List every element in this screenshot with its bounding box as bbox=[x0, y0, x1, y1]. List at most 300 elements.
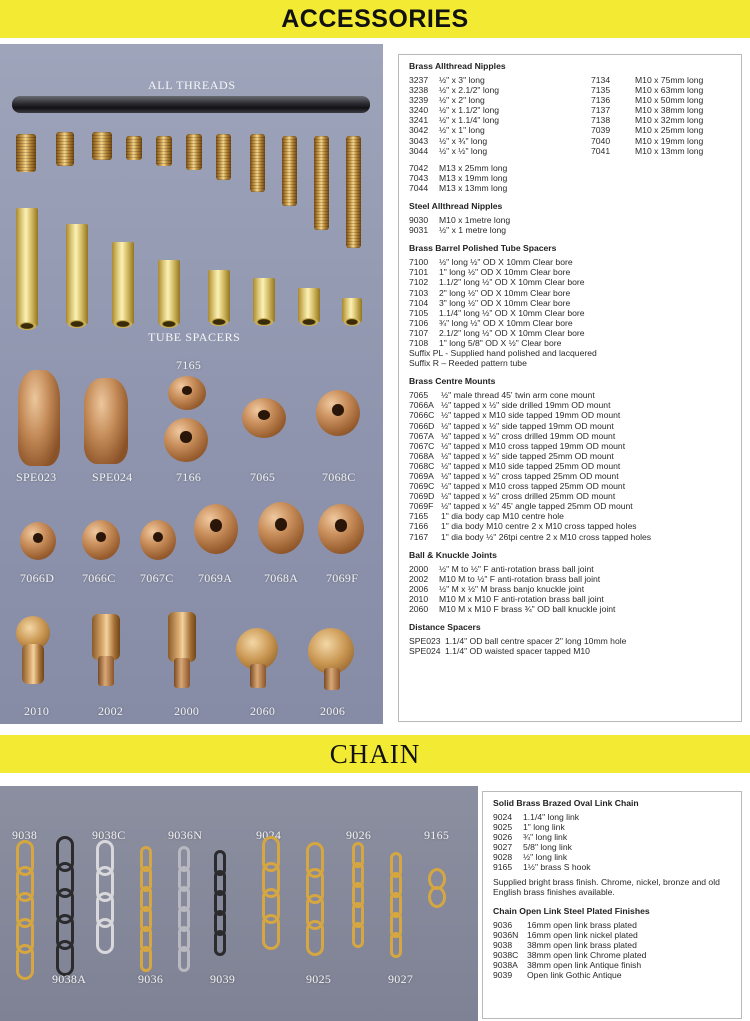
allthread-rod bbox=[12, 96, 370, 113]
spec-row bbox=[409, 163, 733, 173]
item-description: 38mm open link Chrome plated bbox=[527, 949, 647, 960]
item-code: 9038A bbox=[493, 959, 518, 970]
spec-row bbox=[409, 594, 733, 604]
item-code: 9165 bbox=[493, 862, 513, 873]
item-description: ½" x 1" long bbox=[439, 125, 485, 136]
oval-link-list bbox=[493, 812, 733, 873]
item-code: 2000 bbox=[409, 563, 429, 574]
centre-mounts-list bbox=[409, 390, 733, 541]
item-description: ½" M x ½" M brass banjo knuckle joint bbox=[439, 583, 585, 594]
item-description: ½" tapped x ½" side drilled 19mm OD mount bbox=[441, 400, 611, 411]
tube-spacer bbox=[253, 278, 275, 322]
tube-spacer bbox=[16, 208, 38, 326]
accessories-spec-panel bbox=[398, 54, 742, 722]
spec-row bbox=[409, 421, 733, 431]
spec-row bbox=[493, 822, 733, 832]
chain-9038a bbox=[56, 846, 74, 976]
allthread-nipple bbox=[186, 134, 202, 170]
label-9025: 9025 bbox=[306, 972, 332, 986]
allthread-nipple bbox=[216, 134, 231, 180]
item-code: 3240 bbox=[409, 105, 429, 116]
item-description: 38mm open link Antique finish bbox=[527, 959, 642, 970]
label-9038c: 9038C bbox=[92, 828, 126, 842]
item-description: M10 x 13mm long bbox=[635, 145, 704, 156]
chain-9024 bbox=[262, 846, 280, 950]
item-description: ½" x 1.1/4" long bbox=[439, 115, 500, 126]
item-description: ½" male thread 45' twin arm cone mount bbox=[441, 390, 595, 401]
item-code: 9026 bbox=[493, 832, 513, 843]
label-7165: 7165 bbox=[176, 358, 202, 372]
spec-row bbox=[493, 930, 733, 940]
item-code: 7067C bbox=[409, 440, 435, 451]
item-code: 9039 bbox=[493, 970, 513, 981]
item-description: ½" x ¾" long bbox=[439, 135, 488, 146]
spec-row bbox=[591, 95, 731, 105]
spec-row bbox=[409, 646, 733, 656]
chain-spec-panel bbox=[482, 791, 742, 1019]
item-code: 3237 bbox=[409, 75, 429, 85]
mount-hole bbox=[153, 532, 163, 542]
spec-row bbox=[409, 574, 733, 584]
label-2002: 2002 bbox=[98, 704, 124, 718]
item-description: 16mm open link brass plated bbox=[527, 919, 637, 930]
spec-row bbox=[409, 604, 733, 614]
spec-row bbox=[493, 842, 733, 852]
item-description: M10 x 75mm long bbox=[635, 75, 704, 85]
chain-link bbox=[306, 920, 324, 956]
joint-2010 bbox=[22, 644, 44, 684]
item-code: 7136 bbox=[591, 95, 611, 106]
open-link-list bbox=[493, 920, 733, 981]
spec-row bbox=[409, 461, 733, 471]
label-2060: 2060 bbox=[250, 704, 276, 718]
item-description: 1.1/4" long link bbox=[523, 812, 580, 822]
item-description: ½" tapped x ½" cross drilled 19mm OD mount bbox=[441, 430, 616, 441]
chain-9025 bbox=[306, 852, 324, 956]
spec-row bbox=[591, 146, 731, 156]
spec-row bbox=[409, 95, 591, 105]
spec-row bbox=[409, 277, 733, 287]
spec-row bbox=[409, 441, 733, 451]
spec-row bbox=[493, 852, 733, 862]
accessories-photo bbox=[0, 44, 383, 724]
spec-row bbox=[493, 862, 733, 872]
item-code: 2002 bbox=[409, 573, 429, 584]
item-description: 1" dia body cap M10 centre hole bbox=[441, 511, 564, 522]
mount-7066c bbox=[82, 520, 120, 560]
joint-2060-stem bbox=[250, 664, 266, 688]
item-code: 7069C bbox=[409, 481, 435, 492]
label-7068a: 7068A bbox=[264, 571, 299, 585]
label-9036n: 9036N bbox=[168, 828, 203, 842]
item-code: 7106 bbox=[409, 317, 429, 328]
label-9165: 9165 bbox=[424, 828, 450, 842]
item-description: 3" long ½" OD X 10mm Clear bore bbox=[439, 297, 571, 308]
section-heading: Solid Brass Brazed Oval Link Chain bbox=[493, 798, 639, 808]
steel-allthread-list bbox=[409, 215, 733, 235]
page-title: ACCESSORIES bbox=[281, 4, 469, 33]
spec-row bbox=[409, 564, 733, 574]
spec-row bbox=[493, 920, 733, 930]
spec-row bbox=[591, 125, 731, 135]
item-code: 7041 bbox=[591, 145, 611, 156]
spec-row bbox=[591, 105, 731, 115]
mount-7067c bbox=[140, 520, 176, 560]
item-description: 1" long ½" OD X 10mm Clear bore bbox=[439, 267, 571, 278]
mount-7069f bbox=[318, 504, 364, 554]
allthread-nipple bbox=[56, 132, 74, 166]
item-code: 3241 bbox=[409, 115, 429, 126]
joint-2000 bbox=[168, 612, 196, 662]
spec-row bbox=[409, 501, 733, 511]
mount-hole bbox=[275, 518, 288, 532]
spec-row bbox=[409, 584, 733, 594]
suffix-pl-note: Suffix PL - Supplied hand polished and lacquered bbox=[409, 348, 597, 359]
item-description: M10 M x M10 F anti-rotation brass ball joint bbox=[439, 593, 604, 604]
allthread-nipple bbox=[250, 134, 265, 192]
spec-row bbox=[409, 400, 733, 410]
item-description: M10 x 38mm long bbox=[635, 105, 704, 116]
tube-spacers-caption: TUBE SPACERS bbox=[148, 330, 241, 344]
item-code: 7108 bbox=[409, 337, 429, 348]
label-9038: 9038 bbox=[12, 828, 38, 842]
joint-2000-stem bbox=[174, 658, 190, 688]
brass-allthread-right-list bbox=[591, 75, 731, 156]
joint-2002 bbox=[92, 614, 120, 660]
spec-row bbox=[409, 532, 733, 542]
mount-7068c bbox=[316, 390, 360, 436]
item-code: 7044 bbox=[409, 182, 429, 193]
item-description: M10 M to ½" F anti-rotation brass ball joint bbox=[439, 573, 601, 584]
chain-link bbox=[96, 918, 114, 954]
item-code: 9028 bbox=[493, 852, 513, 863]
item-code: 7134 bbox=[591, 75, 611, 85]
item-description: M13 x 25mm long bbox=[439, 162, 508, 173]
item-code: 9038 bbox=[493, 939, 513, 950]
chain-link bbox=[56, 940, 74, 976]
label-2000: 2000 bbox=[174, 704, 200, 718]
knuckle-joints-list bbox=[409, 564, 733, 614]
joint-2002-stem bbox=[98, 656, 114, 686]
spec-row bbox=[409, 115, 591, 125]
label-7066d: 7066D bbox=[20, 571, 55, 585]
suffix-r-note: Suffix R – Reeded pattern tube bbox=[409, 358, 527, 369]
spec-row bbox=[409, 451, 733, 461]
spec-row bbox=[591, 115, 731, 125]
spec-row bbox=[409, 173, 733, 183]
spec-row bbox=[409, 267, 733, 277]
chain-9038c bbox=[96, 850, 114, 954]
item-code: 7069F bbox=[409, 501, 434, 512]
item-description: 1" long 5/8" OD X ½" Clear bore bbox=[439, 337, 562, 348]
item-code: 7167 bbox=[409, 531, 429, 542]
joint-2006-stem bbox=[324, 668, 340, 690]
mount-hole bbox=[182, 386, 193, 395]
item-code: 7040 bbox=[591, 135, 611, 146]
mount-7066d bbox=[20, 522, 56, 560]
label-9027: 9027 bbox=[388, 972, 414, 986]
item-code: 7068A bbox=[409, 450, 434, 461]
chain-9027 bbox=[390, 858, 402, 958]
chain-9039 bbox=[214, 856, 226, 956]
item-description: M10 x 50mm long bbox=[635, 95, 704, 106]
spec-row bbox=[409, 215, 733, 225]
spec-row bbox=[493, 950, 733, 960]
spec-row bbox=[409, 105, 591, 115]
mount-7165 bbox=[168, 376, 206, 410]
chain-link bbox=[140, 946, 152, 972]
mount-hole bbox=[210, 519, 222, 532]
brass-allthread-m13-list bbox=[409, 163, 733, 193]
label-7069a: 7069A bbox=[198, 571, 233, 585]
item-description: ½" tapped x M10 side tapped 25mm OD mount bbox=[441, 460, 621, 471]
item-code: 9038C bbox=[493, 949, 519, 960]
item-description: ½" long ½" OD X 10mm Clear bore bbox=[439, 257, 573, 268]
item-description: ½" long link bbox=[523, 852, 568, 863]
item-code: 7107 bbox=[409, 327, 429, 338]
spec-row bbox=[409, 75, 591, 85]
item-code: 7165 bbox=[409, 511, 429, 522]
item-code: 7101 bbox=[409, 267, 429, 278]
spec-row bbox=[409, 521, 733, 531]
item-description: ½" tapped x M10 cross tapped 25mm OD mount bbox=[441, 481, 626, 492]
spec-row bbox=[409, 288, 733, 298]
spec-row bbox=[591, 136, 731, 146]
item-description: ½" x 2.1/2" long bbox=[439, 85, 500, 96]
label-2010: 2010 bbox=[24, 704, 50, 718]
spec-row bbox=[409, 125, 591, 135]
spec-row bbox=[409, 85, 591, 95]
item-description: 16mm open link nickel plated bbox=[527, 929, 638, 940]
spec-row bbox=[493, 970, 733, 980]
spec-row bbox=[409, 491, 733, 501]
item-description: M10 x 1metre long bbox=[439, 215, 511, 226]
chain-link bbox=[352, 922, 364, 948]
item-code: 7066C bbox=[409, 410, 435, 421]
item-description: ½" tapped x ½" 45' angle tapped 25mm OD mount bbox=[441, 501, 633, 512]
item-code: 7102 bbox=[409, 277, 429, 288]
spec-row bbox=[409, 298, 733, 308]
spec-row bbox=[409, 410, 733, 420]
tube-spacer bbox=[112, 242, 134, 324]
spec-row bbox=[409, 390, 733, 400]
item-code: 2010 bbox=[409, 593, 429, 604]
item-description: M10 x 32mm long bbox=[635, 115, 704, 126]
spec-row bbox=[409, 471, 733, 481]
label-spe023: SPE023 bbox=[16, 470, 57, 484]
chain-9026 bbox=[352, 848, 364, 948]
section-heading: Ball & Knuckle Joints bbox=[409, 549, 497, 560]
item-description: ½" tapped x ½" side tapped 25mm OD mount bbox=[441, 450, 614, 461]
item-code: SPE024 bbox=[409, 646, 441, 657]
item-code: 3238 bbox=[409, 85, 429, 96]
item-code: 7066D bbox=[409, 420, 435, 431]
item-code: 7138 bbox=[591, 115, 611, 126]
chain-9038 bbox=[16, 850, 34, 980]
item-description: ½" M to ½" F anti-rotation brass ball joint bbox=[439, 563, 594, 574]
label-spe024: SPE024 bbox=[92, 470, 133, 484]
item-code: 7067A bbox=[409, 430, 434, 441]
item-code: 3043 bbox=[409, 135, 429, 146]
label-7069f: 7069F bbox=[326, 571, 359, 585]
item-code: 7069D bbox=[409, 491, 435, 502]
allthread-nipple bbox=[126, 136, 142, 160]
brass-allthread-left-list bbox=[409, 75, 591, 156]
allthread-nipple bbox=[92, 132, 112, 160]
item-description: 5/8" long link bbox=[523, 842, 572, 853]
spec-row bbox=[409, 257, 733, 267]
spec-row bbox=[409, 308, 733, 318]
spec-row bbox=[493, 832, 733, 842]
item-code: 9025 bbox=[493, 822, 513, 833]
item-code: 9031 bbox=[409, 225, 429, 236]
s-hook-loop bbox=[428, 886, 446, 908]
spec-row bbox=[591, 85, 731, 95]
label-9036: 9036 bbox=[138, 972, 164, 986]
item-code: 9036N bbox=[493, 929, 519, 940]
item-code: 7039 bbox=[591, 125, 611, 136]
mount-hole bbox=[258, 410, 270, 420]
item-description: Open link Gothic Antique bbox=[527, 970, 622, 981]
item-description: 1.1/4" OD waisted spacer tapped M10 bbox=[445, 646, 590, 657]
item-code: 3044 bbox=[409, 145, 429, 156]
item-code: 9024 bbox=[493, 812, 513, 822]
item-description: ½" tapped x ½" cross tapped 25mm OD mount bbox=[441, 471, 619, 481]
item-code: 7104 bbox=[409, 297, 429, 308]
item-code: 3042 bbox=[409, 125, 429, 136]
section-heading: Brass Allthread Nipples bbox=[409, 61, 506, 71]
mount-7065 bbox=[242, 398, 286, 438]
spec-row bbox=[409, 328, 733, 338]
chain-banner bbox=[0, 735, 750, 773]
distance-spacers-list bbox=[409, 636, 733, 656]
all-threads-caption: ALL THREADS bbox=[148, 78, 236, 92]
spec-row bbox=[493, 812, 733, 822]
label-7067c: 7067C bbox=[140, 571, 174, 585]
item-description: M13 x 19mm long bbox=[439, 172, 508, 183]
chain-9036n bbox=[178, 852, 190, 972]
mount-hole bbox=[96, 532, 107, 542]
accessories-banner bbox=[0, 0, 750, 38]
chain-9036 bbox=[140, 852, 152, 972]
item-description: 1½" brass S hook bbox=[523, 862, 591, 873]
section-heading: Distance Spacers bbox=[409, 622, 481, 633]
item-code: 2060 bbox=[409, 604, 429, 615]
item-description: M10 x 63mm long bbox=[635, 85, 704, 96]
mount-7069a bbox=[194, 504, 238, 554]
label-9026: 9026 bbox=[346, 828, 372, 842]
tube-spacer bbox=[342, 298, 362, 322]
item-code: 7042 bbox=[409, 162, 429, 173]
mount-hole bbox=[332, 404, 344, 416]
item-description: 2" long ½" OD X 10mm Clear bore bbox=[439, 287, 571, 298]
section-heading: Brass Barrel Polished Tube Spacers bbox=[409, 243, 557, 254]
tube-spacer bbox=[66, 224, 88, 324]
allthread-nipple bbox=[16, 134, 36, 172]
chain-link bbox=[390, 932, 402, 958]
spec-row bbox=[409, 183, 733, 193]
spec-row bbox=[493, 940, 733, 950]
item-description: ¾" long link bbox=[523, 832, 568, 843]
label-7166: 7166 bbox=[176, 470, 202, 484]
item-code: 7100 bbox=[409, 257, 429, 268]
chain-photo bbox=[0, 786, 478, 1021]
item-code: 9030 bbox=[409, 215, 429, 226]
s-hook-9165 bbox=[428, 878, 446, 908]
chain-link bbox=[178, 946, 190, 972]
allthread-nipple bbox=[282, 136, 297, 206]
mount-hole bbox=[180, 431, 192, 442]
item-code: 9036 bbox=[493, 919, 513, 930]
label-2006: 2006 bbox=[320, 704, 346, 718]
item-code: 7068C bbox=[409, 460, 435, 471]
item-code: 7069A bbox=[409, 471, 434, 481]
item-code: 7066A bbox=[409, 400, 434, 411]
section-heading: Steel Allthread Nipples bbox=[409, 201, 503, 212]
mount-7166 bbox=[164, 418, 208, 462]
tube-spacers-list bbox=[409, 257, 733, 348]
item-code: 7043 bbox=[409, 172, 429, 183]
tube-spacer bbox=[158, 260, 180, 324]
spec-row bbox=[409, 481, 733, 491]
item-description: ½" x 2" long bbox=[439, 95, 485, 106]
item-code: 7135 bbox=[591, 85, 611, 96]
spec-row bbox=[409, 338, 733, 348]
item-description: ½" x 1.1/2" long bbox=[439, 105, 500, 116]
item-description: 1.1/4" long ½" OD X 10mm Clear bore bbox=[439, 307, 585, 318]
item-code: 7166 bbox=[409, 521, 429, 532]
spec-row bbox=[409, 225, 733, 235]
spec-row bbox=[409, 636, 733, 646]
item-code: 7105 bbox=[409, 307, 429, 318]
label-9038a: 9038A bbox=[52, 972, 87, 986]
item-description: ½" tapped x M10 side tapped 19mm OD mount bbox=[441, 410, 621, 421]
item-code: 7137 bbox=[591, 105, 611, 116]
item-description: 2.1/2" long ½" OD X 10mm Clear bore bbox=[439, 327, 585, 338]
item-code: 2006 bbox=[409, 583, 429, 594]
spec-row bbox=[409, 136, 591, 146]
spacer-spe023 bbox=[18, 370, 60, 466]
spec-row bbox=[591, 75, 731, 85]
section-heading: Chain Open Link Steel Plated Finishes bbox=[493, 905, 650, 916]
item-description: M10 M x M10 F brass ¾" OD ball knuckle joint bbox=[439, 604, 616, 615]
chain-link bbox=[262, 914, 280, 950]
item-description: 1" long link bbox=[523, 822, 565, 833]
spec-row bbox=[409, 511, 733, 521]
section-heading: Brass Centre Mounts bbox=[409, 376, 496, 387]
item-description: ¾" long ½" OD X 10mm Clear bore bbox=[439, 317, 573, 328]
item-description: ½" tapped x M10 cross tapped 19mm OD mount bbox=[441, 440, 626, 451]
item-description: 1" dia body M10 centre 2 x M10 cross tapped holes bbox=[441, 521, 637, 532]
chain-title: CHAIN bbox=[329, 738, 421, 769]
item-description: M10 x 19mm long bbox=[635, 135, 704, 146]
item-code: 7103 bbox=[409, 287, 429, 298]
item-code: SPE023 bbox=[409, 636, 441, 647]
mount-7068a bbox=[258, 502, 304, 554]
spec-row bbox=[409, 431, 733, 441]
allthread-nipple bbox=[346, 136, 361, 248]
chain-link bbox=[214, 930, 226, 956]
item-description: 1.1/2" long ½" OD X 10mm Clear bore bbox=[439, 277, 585, 288]
allthread-nipple bbox=[314, 136, 329, 230]
item-description: ½" x ½" long bbox=[439, 145, 488, 156]
chain-link bbox=[16, 944, 34, 980]
item-code: 7065 bbox=[409, 390, 429, 401]
label-9024: 9024 bbox=[256, 828, 282, 842]
spec-row bbox=[409, 318, 733, 328]
spec-row bbox=[493, 960, 733, 970]
spacer-spe024 bbox=[84, 378, 128, 464]
